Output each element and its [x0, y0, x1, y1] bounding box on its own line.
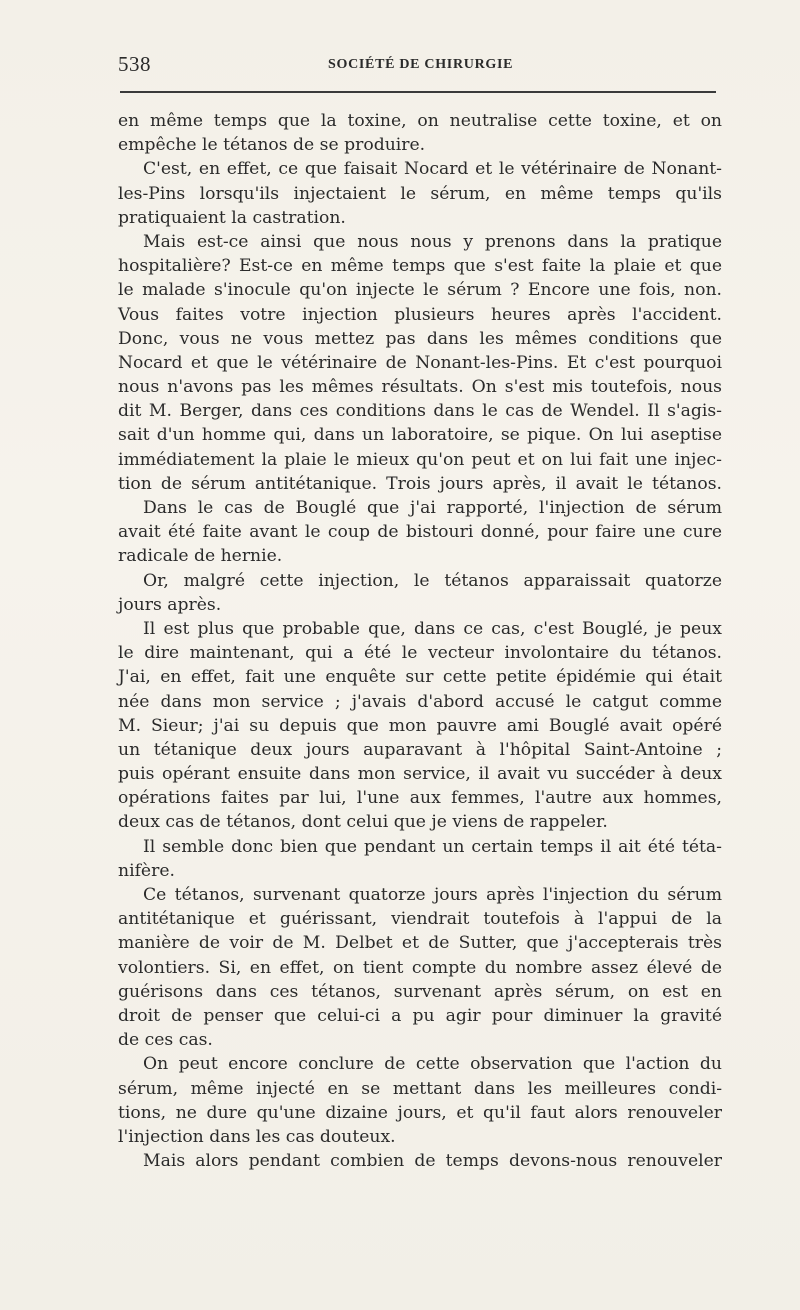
text-line: le dire maintenant, qui a été le vecteur involontaire du tétanos.: [118, 643, 722, 664]
text-line: Ce tétanos, survenant quatorze jours après l'injection du sérum: [143, 885, 722, 905]
text-line: jours après.: [118, 594, 222, 615]
text-line: nifère.: [118, 860, 175, 881]
text-line: en même temps que la toxine, on neutralise cette toxine, et on: [118, 111, 722, 131]
text-line: J'ai, en effet, fait une enquête sur cette petite épidémie qui était: [118, 667, 722, 688]
text-line: de ces cas.: [118, 1030, 213, 1051]
text-line: Vous faites votre injection plusieurs heures après l'accident.: [118, 304, 722, 325]
text-line: les-Pins lorsqu'ils injectaient le sérum, en même temps qu'ils: [118, 183, 722, 204]
text-line: dit M. Berger, dans ces conditions dans le cas de Wendel. Il s'agis-: [118, 401, 722, 422]
text-line: M. Sieur; j'ai su depuis que mon pauvre ami Bouglé avait opéré: [118, 715, 722, 736]
text-line: deux cas de tétanos, dont celui que je viens de rappeler.: [118, 812, 608, 833]
text-line: antitétanique et guérissant, viendrait toutefois à l'appui de la: [118, 909, 722, 930]
page-header: [118, 46, 718, 76]
text-line: On peut encore conclure de cette observation que l'action du: [143, 1054, 722, 1075]
text-line: guérisons dans ces tétanos, survenant après sérum, on est en: [118, 981, 722, 1002]
text-line: avait été faite avant le coup de bistouri donné, pour faire une cure: [118, 522, 722, 543]
text-line: opérations faites par lui, l'une aux femmes, l'autre aux hommes,: [118, 788, 722, 809]
text-line: sérum, même injecté en se mettant dans les meilleures condi-: [118, 1078, 722, 1099]
text-line: immédiatement la plaie le mieux qu'on peut et on lui fait une injec-: [118, 449, 722, 470]
text-line: le malade s'inocule qu'on injecte le sérum ? Encore une fois, non.: [118, 280, 722, 301]
text-line: un tétanique deux jours auparavant à l'hôpital Saint-Antoine ;: [118, 739, 722, 760]
text-line: Mais est-ce ainsi que nous nous y prenons dans la pratique: [143, 231, 722, 252]
text-line: l'injection dans les cas douteux.: [118, 1126, 396, 1147]
page-number: 538: [118, 52, 151, 76]
text-line: Il semble donc bien que pendant un certain temps il ait été téta-: [143, 836, 722, 857]
text-line: Mais alors pendant combien de temps devons-nous renouveler: [143, 1151, 722, 1172]
header-rule: [120, 91, 716, 93]
body-text: [118, 109, 722, 1173]
text-line: volontiers. Si, en effet, on tient compte du nombre assez élevé de: [118, 957, 722, 978]
text-line: tion de sérum antitétanique. Trois jours après, il avait le tétanos.: [118, 473, 722, 494]
running-title: SOCIÉTÉ DE CHIRURGIE: [328, 57, 514, 72]
text-line: radicale de hernie.: [118, 546, 283, 567]
text-line: sait d'un homme qui, dans un laboratoire, se pique. On lui aseptise: [118, 425, 722, 446]
text-line: Nocard et que le vétérinaire de Nonant-les-Pins. Et c'est pourquoi: [118, 352, 722, 373]
text-line: droit de penser que celui-ci a pu agir pour diminuer la gravité: [118, 1005, 722, 1026]
text-line: Donc, vous ne vous mettez pas dans les mêmes conditions que: [118, 328, 722, 349]
text-line: manière de voir de M. Delbet et de Sutter, que j'accepterais très: [118, 933, 722, 954]
text-line: hospitalière? Est-ce en même temps que s'est faite la plaie et que: [118, 256, 722, 277]
text-line: pratiquaient la castration.: [118, 207, 346, 228]
text-line: empêche le tétanos de se produire.: [118, 135, 426, 156]
text-line: Dans le cas de Bouglé que j'ai rapporté, l'injection de sérum: [143, 498, 722, 518]
text-line: Il est plus que probable que, dans ce cas, c'est Bouglé, je peux: [143, 618, 722, 639]
text-line: tions, ne dure qu'une dizaine jours, et qu'il faut alors renouveler: [118, 1102, 722, 1123]
text-line: Or, malgré cette injection, le tétanos apparaissait quatorze: [143, 570, 722, 591]
text-line: C'est, en effet, ce que faisait Nocard et le vétérinaire de Nonant-: [143, 159, 722, 180]
text-line: née dans mon service ; j'avais d'abord accusé le catgut comme: [118, 691, 722, 712]
text-line: nous n'avons pas les mêmes résultats. On s'est mis toutefois, nous: [118, 377, 722, 398]
text-line: puis opérant ensuite dans mon service, il avait vu succéder à deux: [118, 764, 722, 785]
